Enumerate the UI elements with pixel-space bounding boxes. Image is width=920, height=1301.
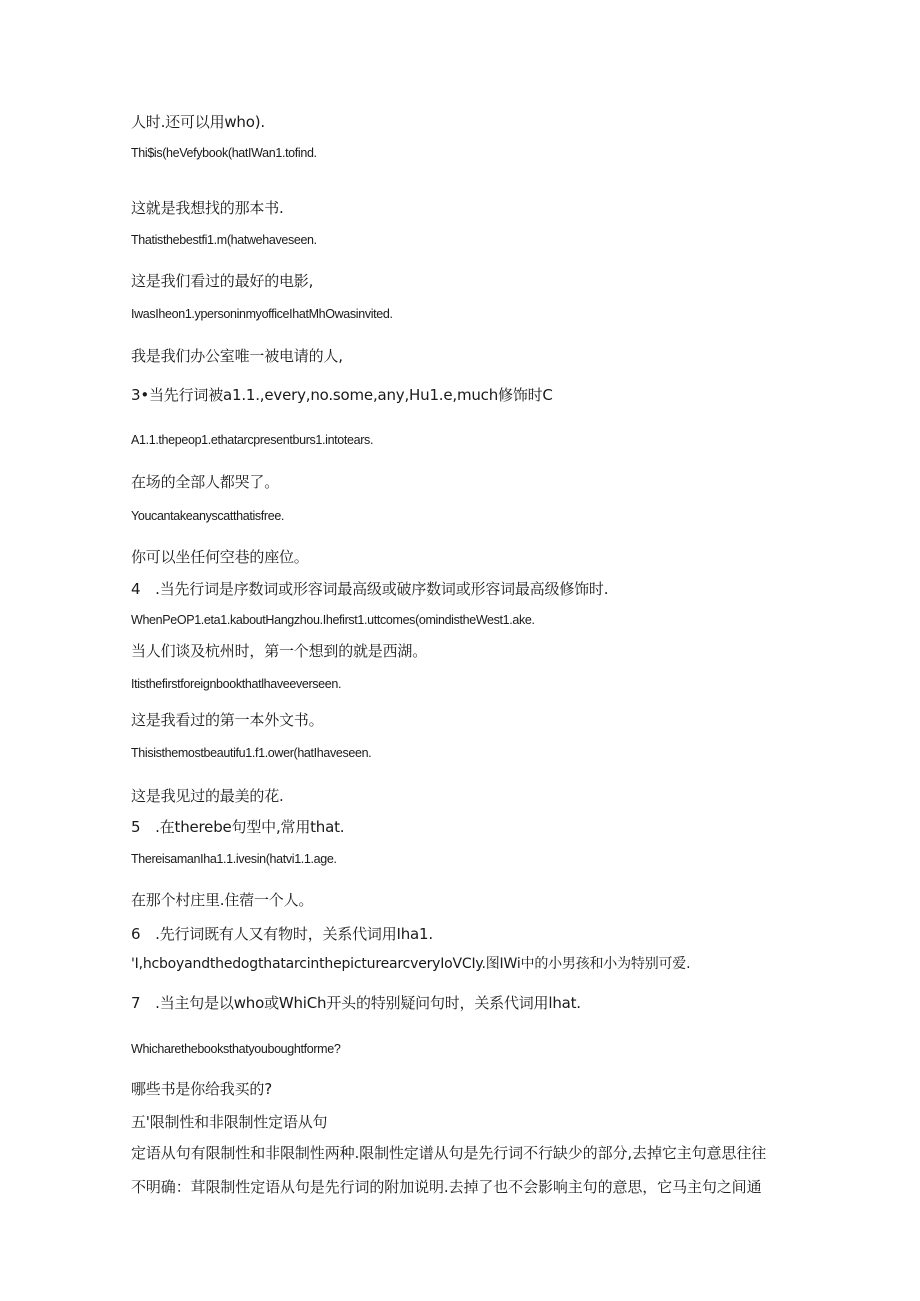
rule-item: 6 .先行词既有人又有物时，关系代词用Iha1.	[131, 925, 433, 943]
translation-line: 这是我们看过的最好的电影,	[131, 272, 314, 290]
section-heading: 五'限制性和非限制性定语从句	[131, 1113, 328, 1131]
translation-line: 我是我们办公室唯一被电请的人,	[131, 347, 343, 365]
example-sentence: ThereisamanIha1.1.ivesin(hatvi1.1.age.	[131, 852, 337, 866]
paragraph-line: 不明确：茸限制性定语从句是先行词的附加说明.去掉了也不会影响主句的意思，它马主句之间通	[131, 1178, 762, 1196]
translation-line: 当人们谈及杭州时，第一个想到的就是西湖。	[131, 642, 428, 660]
rule-item: 5 .在therebe句型中,常用that.	[131, 818, 345, 836]
rule-item: 4 .当先行词是序数词或形容词最高级或破序数词或形容词最高级修饰时.	[131, 580, 609, 598]
example-sentence: Itisthefirstforeignbookthatlhaveeverseen.	[131, 677, 342, 691]
translation-line: 在场的全部人都哭了。	[131, 473, 280, 491]
translation-line: 你可以坐任何空巷的座位。	[131, 548, 309, 566]
rule-item: 7 .当主句是以who或WhiCh开头的特别疑问句时，关系代词用lhat.	[131, 994, 581, 1012]
text-line: 人时.还可以用who).	[131, 113, 265, 131]
example-sentence: Thatisthebestfi1.m(hatwehaveseen.	[131, 233, 317, 247]
translation-line: 这就是我想找的那本书.	[131, 199, 284, 217]
example-sentence: 'I,hcboyandthedogthatarcinthepicturearcveryIoVCIy.图IWi中的小男孩和小为特别可爱.	[131, 956, 691, 972]
example-sentence: Thisisthemostbeautifu1.f1.ower(hatIhaveseen.	[131, 746, 372, 760]
example-sentence: WhenPeOP1.eta1.kaboutHangzhou.Ihefirst1.uttcomes(omindistheWest1.ake.	[131, 613, 535, 627]
example-sentence: A1.1.thepeop1.ethatarcpresentburs1.intotears.	[131, 433, 374, 447]
example-sentence: Youcantakeanyscatthatisfree.	[131, 509, 285, 523]
paragraph-line: 定语从句有限制性和非限制性两种.限制性定谱从句是先行词不行缺少的部分,去掉它主句意思往往	[131, 1144, 767, 1162]
example-sentence: Whicharethebooksthatyouboughtforme?	[131, 1042, 341, 1056]
translation-line: 哪些书是你给我买的?	[131, 1080, 272, 1098]
example-sentence: IwasIheon1.ypersoninmyofficeIhatMhOwasinvited.	[131, 307, 393, 321]
translation-line: 这是我看过的第一本外文书。	[131, 711, 324, 729]
rule-item: 3•当先行词被a1.1.,every,no.some,any,Hu1.e,much修饰时C	[131, 386, 553, 404]
translation-line: 在那个村庄里.住蓿一个人。	[131, 891, 314, 909]
example-sentence: Thi$is(heVefybook(hatIWan1.tofind.	[131, 146, 317, 160]
translation-line: 这是我见过的最美的花.	[131, 787, 284, 805]
